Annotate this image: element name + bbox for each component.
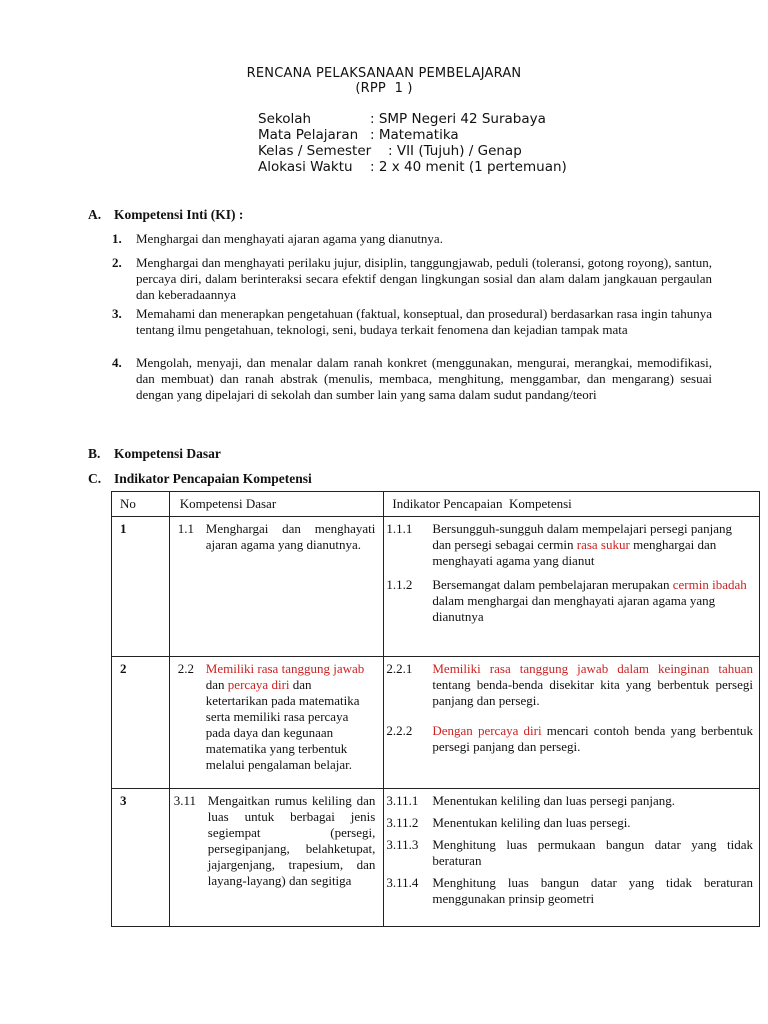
document-subtitle: (RPP 1 ) bbox=[355, 81, 413, 96]
kd-cell bbox=[169, 517, 384, 657]
indicator-highlight: cermin ibadah bbox=[672, 577, 747, 592]
header-indicator: Indikator Pencapaian Kompetensi bbox=[384, 492, 760, 517]
kd-text: Mengaitkan rumus keliling dan luas untuk berbagai jenis segiempat (persegi, persegipanjang, belahketupat, jajargenjang, trapesium, dan layang-layang) dan segitiga bbox=[207, 793, 376, 888]
info-value: : VII (Tujuh) / Genap bbox=[388, 143, 522, 159]
indicator-code: 3.11.1 bbox=[386, 793, 419, 808]
kd-text: dan bbox=[205, 677, 228, 692]
header-no: No bbox=[112, 492, 170, 517]
info-label: Alokasi Waktu bbox=[258, 159, 353, 175]
ki-text: Mengolah, menyaji, dan menalar dalam ranah konkret (menggunakan, mengurai, merangkai, memodifikasi, dan membuat) dan ranah abstrak (menulis, membaca, menghitung, menggambar, dan mengarang) sesuai dengan yang dipelajari di sekolah dan sumber lain yang sama dalam sudut pandang/teori bbox=[136, 355, 712, 402]
indicator-code: 3.11.2 bbox=[386, 815, 419, 830]
ki-number: 1. bbox=[112, 231, 122, 246]
indicator-text: Bersemangat dalam pembelajaran merupakan bbox=[432, 577, 673, 592]
section-b-heading bbox=[88, 446, 221, 462]
indicator-highlight: Memiliki rasa tanggung jawab dalam keinginan tahuan bbox=[432, 661, 753, 676]
document-title: RENCANA PELAKSANAAN PEMBELAJARAN bbox=[246, 66, 522, 81]
indicator-item bbox=[386, 815, 753, 831]
indicator-item bbox=[386, 661, 753, 709]
indicator-text: mencari contoh benda yang berbentuk persegi panjang dan persegi. bbox=[432, 723, 753, 754]
indicator-item bbox=[386, 521, 753, 569]
info-label: Kelas / Semester bbox=[258, 143, 372, 159]
indicator-item bbox=[386, 793, 753, 809]
ki-item-4 bbox=[112, 355, 712, 403]
indicator-code: 2.2.2 bbox=[386, 723, 413, 738]
indicator-cell bbox=[384, 517, 760, 657]
ki-number: 4. bbox=[112, 355, 122, 370]
ki-number: 2. bbox=[112, 255, 122, 270]
section-letter: C. bbox=[88, 471, 102, 486]
row-number: 2 bbox=[112, 657, 170, 789]
indicator-code: 1.1.2 bbox=[386, 577, 413, 592]
info-value: : SMP Negeri 42 Surabaya bbox=[370, 111, 546, 127]
indicator-text: Menghitung luas bangun datar yang tidak beraturan menggunakan prinsip geometri bbox=[432, 875, 753, 906]
header-kd: Kompetensi Dasar bbox=[169, 492, 384, 517]
indicator-text: Bersungguh-sungguh dalam mempelajari persegi panjang dan persegi sebagai cermin bbox=[432, 521, 733, 552]
info-row-class bbox=[258, 143, 567, 159]
row-number: 3 bbox=[112, 789, 170, 927]
info-value: : Matematika bbox=[370, 127, 459, 143]
indicator-code: 3.11.3 bbox=[386, 837, 419, 852]
ki-text: Menghargai dan menghayati perilaku jujur, disiplin, tanggungjawab, peduli (toleransi, gotong royong), santun, percaya diri, dalam berinteraksi secara efektif dengan lingkungan sosial dan alam dalam jangkauan pergaulan dan keberadaannya bbox=[136, 255, 712, 302]
indicator-code: 3.11.4 bbox=[386, 875, 419, 890]
ki-item-2 bbox=[112, 255, 712, 303]
ki-number: 3. bbox=[112, 306, 122, 321]
section-a-heading bbox=[88, 207, 243, 223]
section-letter: B. bbox=[88, 446, 101, 461]
indicator-highlight: rasa sukur bbox=[576, 537, 630, 552]
indicator-code: 2.2.1 bbox=[386, 661, 413, 676]
kd-code: 3.11 bbox=[173, 793, 197, 808]
table-header-row bbox=[112, 492, 760, 517]
section-letter: A. bbox=[88, 207, 102, 222]
indicator-item bbox=[386, 837, 753, 869]
section-c-heading bbox=[88, 471, 312, 487]
kd-highlight: Memiliki rasa tanggung jawab bbox=[205, 661, 365, 676]
indicator-code: 1.1.1 bbox=[386, 521, 413, 536]
ki-item-3 bbox=[112, 306, 712, 338]
table-row bbox=[112, 789, 760, 927]
info-row-time bbox=[258, 159, 567, 175]
ki-text: Memahami dan menerapkan pengetahuan (faktual, konseptual, dan prosedural) berdasarkan rasa ingin tahunya tentang ilmu pengetahuan, teknologi, seni, budaya terkait fenomena dan kejadian tampak mata bbox=[136, 306, 712, 337]
kd-text: Menghargai dan menghayati ajaran agama yang dianutnya. bbox=[205, 521, 376, 552]
section-title: Indikator Pencapaian Kompetensi bbox=[114, 471, 312, 486]
indicator-text: tentang benda-benda disekitar kita yang berbentuk persegi panjang dan persegi. bbox=[432, 677, 753, 708]
kd-text: dan ketertarikan pada matematika serta memiliki rasa percaya pada daya dan kegunaan matematika yang terbentuk melalui pengalaman belajar. bbox=[205, 677, 360, 772]
info-row-school bbox=[258, 111, 567, 127]
indicator-item bbox=[386, 577, 753, 625]
indicator-highlight: Dengan percaya diri bbox=[432, 723, 542, 738]
info-row-subject bbox=[258, 127, 567, 143]
section-title: Kompetensi Dasar bbox=[114, 446, 221, 461]
indicator-text: Menentukan keliling dan luas persegi. bbox=[432, 815, 631, 830]
indicator-text: dalam menghargai dan menghayati ajaran agama yang dianutnya bbox=[432, 593, 716, 624]
kd-cell bbox=[169, 789, 384, 927]
table-row bbox=[112, 657, 760, 789]
kd-code: 2.2 bbox=[177, 661, 195, 676]
kd-cell bbox=[169, 657, 384, 789]
info-value: : 2 x 40 menit (1 pertemuan) bbox=[370, 159, 567, 175]
kd-code: 1.1 bbox=[177, 521, 195, 536]
indicator-cell bbox=[384, 789, 760, 927]
indicator-text: menghargai dan menghayati agama yang dianut bbox=[432, 537, 717, 568]
indicator-cell bbox=[384, 657, 760, 789]
row-number: 1 bbox=[112, 517, 170, 657]
indicator-item bbox=[386, 875, 753, 907]
indicator-table bbox=[111, 491, 760, 927]
indicator-item bbox=[386, 723, 753, 755]
section-title: Kompetensi Inti (KI) : bbox=[114, 207, 244, 222]
kd-highlight: percaya diri bbox=[227, 677, 290, 692]
identity-block bbox=[258, 111, 567, 175]
info-label: Sekolah bbox=[258, 111, 312, 127]
info-label: Mata Pelajaran bbox=[258, 127, 359, 143]
indicator-text: Menghitung luas permukaan bangun datar yang tidak beraturan bbox=[432, 837, 753, 868]
table-row bbox=[112, 517, 760, 657]
indicator-text: Menentukan keliling dan luas persegi panjang. bbox=[432, 793, 675, 808]
ki-item-1 bbox=[112, 231, 712, 247]
ki-text: Menghargai dan menghayati ajaran agama yang dianutnya. bbox=[136, 231, 443, 246]
